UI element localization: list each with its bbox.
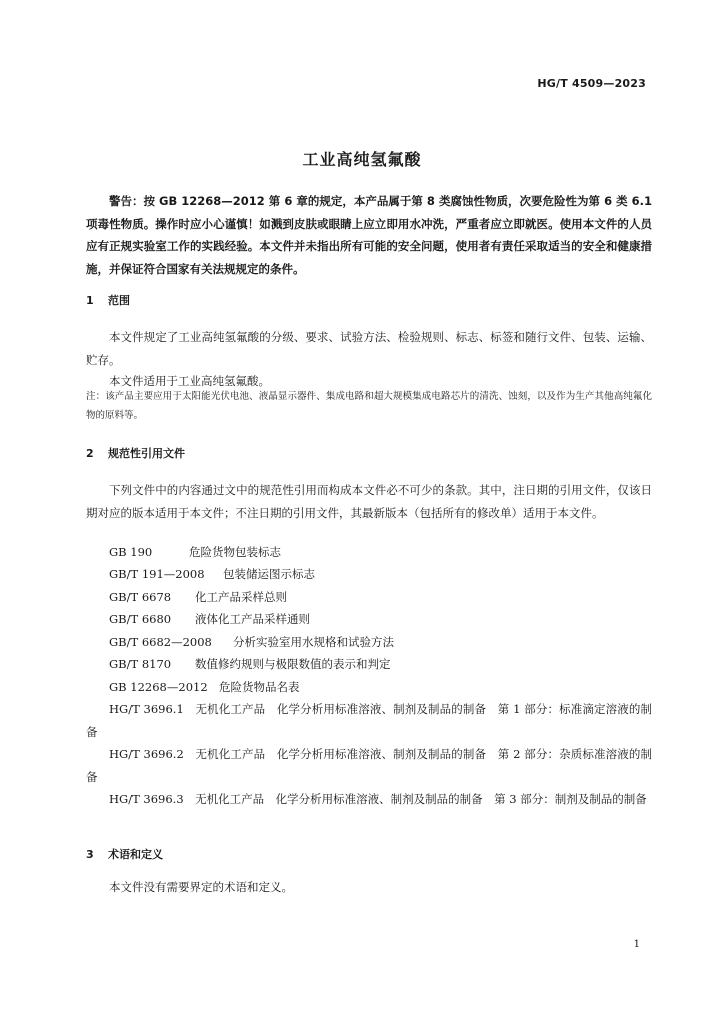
reference-item — [109, 563, 315, 586]
section-title: 规范性引用文件 — [108, 447, 185, 460]
section-title: 术语和定义 — [108, 848, 163, 861]
reference-item — [109, 608, 310, 631]
reference-code: GB 12268—2012 — [109, 680, 208, 694]
terms-paragraph: 本文件没有需要界定的术语和定义。 — [109, 880, 293, 894]
reference-title: 液体化工产品采样通则 — [195, 612, 310, 626]
scope-paragraph: 本文件规定了工业高纯氢氟酸的分级、要求、试验方法、检验规则、标志、标签和随行文件、包装、运输、贮存。 — [86, 330, 652, 367]
section-number: 3 — [86, 848, 94, 861]
reference-title: 包装储运图示标志 — [223, 567, 315, 581]
reference-code: GB/T 6680 — [109, 612, 172, 626]
references-intro: 下列文件中的内容通过文中的规范性引用而构成本文件必不可少的条款。其中，注日期的引用文件，仅该日期对应的版本适用于本文件；不注日期的引用文件，其最新版本（包括所有的修改单）适用于本文件。 — [86, 483, 652, 520]
section-1-heading — [86, 292, 130, 308]
reference-title: 数值修约规则与极限数值的表示和判定 — [195, 657, 391, 671]
reference-item-long: HG/T 3696.1 无机化工产品 化学分析用标准溶液、制剂及制品的制备 第 1 部分：标准滴定溶液的制备 — [86, 702, 652, 739]
reference-title: 分析实验室用水规格和试验方法 — [233, 635, 394, 649]
section-3-heading — [86, 846, 163, 862]
reference-title: 化工产品采样总则 — [195, 590, 287, 604]
reference-code: GB/T 6682—2008 — [109, 635, 212, 649]
section-2-heading — [86, 445, 185, 461]
reference-code: GB/T 6678 — [109, 590, 172, 604]
applicability-paragraph: 本文件适用于工业高纯氢氟酸。 — [109, 374, 270, 388]
reference-code: GB 190 — [109, 545, 153, 559]
reference-item — [109, 631, 394, 654]
reference-item — [109, 653, 391, 676]
section-title: 范围 — [108, 294, 130, 307]
reference-item — [109, 541, 281, 564]
scope-note: 注：该产品主要应用于太阳能光伏电池、液晶显示器件、集成电路和超大规模集成电路芯片的清洗、蚀刻，以及作为生产其他高纯氟化物的原料等。 — [86, 391, 652, 421]
section-number: 1 — [86, 294, 94, 307]
reference-title: 危险货物包装标志 — [189, 545, 281, 559]
reference-item-long: HG/T 3696.3 无机化工产品 化学分析用标准溶液、制剂及制品的制备 第 3 部分：制剂及制品的制备 — [109, 792, 647, 806]
reference-item — [109, 676, 300, 699]
reference-code: GB/T 191—2008 — [109, 567, 205, 581]
warning-paragraph: 警告：按 GB 12268—2012 第 6 章的规定，本产品属于第 8 类腐蚀性物质，次要危险性为第 6 类 6.1 项毒性物质。操作时应小心谨慎！如溅到皮肤或眼睛上应立即用水冲洗，严重者应立即就医。使用本文件的人员应有正规实验室工作的实践经验。本文件并未指出所有可能的安全问题，使用者有责任采取适当的安全和健康措施，并保证符合国家有关法规规定的条件。 — [86, 194, 652, 276]
page-number: 1 — [633, 939, 640, 950]
reference-code: GB/T 8170 — [109, 657, 172, 671]
section-number: 2 — [86, 447, 94, 460]
document-title: 工业高纯氢氟酸 — [302, 150, 422, 169]
reference-item-long: HG/T 3696.2 无机化工产品 化学分析用标准溶液、制剂及制品的制备 第 2 部分：杂质标准溶液的制备 — [86, 747, 652, 784]
reference-item — [109, 586, 287, 609]
standard-code: HG/T 4509—2023 — [537, 77, 646, 90]
reference-title: 危险货物品名表 — [219, 680, 300, 694]
